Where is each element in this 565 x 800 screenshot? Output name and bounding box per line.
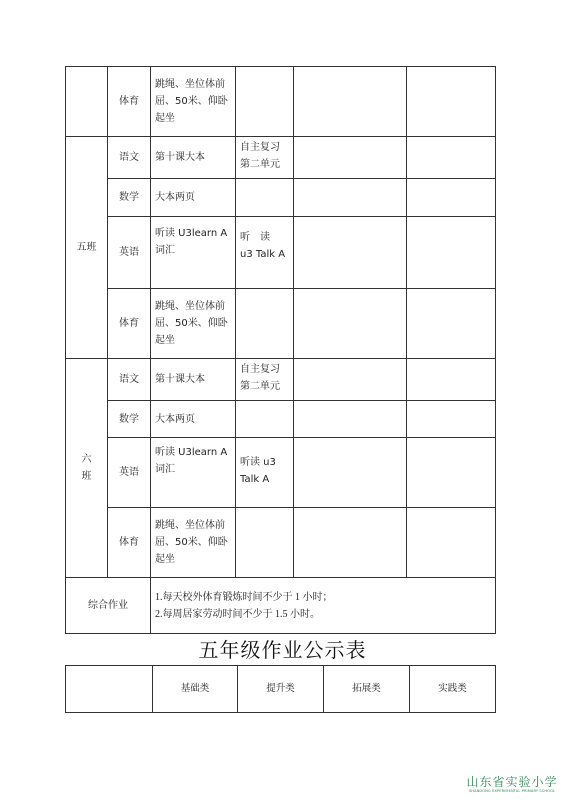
summary-content	[151, 578, 496, 634]
homework-empty-cell	[407, 359, 496, 401]
subject-cell: 体育	[108, 67, 151, 137]
homework-basic-cell: 第十课大本	[151, 137, 236, 179]
homework-empty-cell	[294, 137, 407, 179]
homework-basic-cell: 听读 U3learn A 词汇	[151, 217, 236, 289]
homework-extra-cell: 自主复习第二单元	[236, 359, 294, 401]
homework-empty-cell	[407, 401, 496, 438]
homework-extra-cell	[236, 289, 294, 359]
table-row	[66, 438, 496, 508]
school-logo	[464, 776, 560, 796]
homework-basic-cell: 跳绳、坐位体前屈、50米、仰卧起坐	[151, 67, 236, 137]
homework-empty-cell	[294, 359, 407, 401]
homework-empty-cell	[407, 179, 496, 217]
table-row	[66, 217, 496, 289]
summary-label: 综合作业	[66, 578, 151, 634]
homework-extra-cell	[236, 508, 294, 578]
header-cell: 基础类	[153, 666, 238, 713]
homework-empty-cell	[294, 508, 407, 578]
homework-extra-cell	[236, 401, 294, 438]
homework-table	[65, 66, 496, 634]
table-row	[66, 179, 496, 217]
homework-basic-cell: 跳绳、坐位体前屈、50米、仰卧起坐	[151, 508, 236, 578]
class-cell-6: 六 班	[66, 359, 108, 578]
header-cell: 提升类	[238, 666, 324, 713]
summary-row	[66, 578, 496, 634]
homework-empty-cell	[407, 137, 496, 179]
homework-empty-cell	[407, 508, 496, 578]
homework-empty-cell	[407, 217, 496, 289]
homework-empty-cell	[407, 67, 496, 137]
class-cell	[66, 67, 108, 137]
homework-empty-cell	[407, 289, 496, 359]
homework-extra-cell: 自主复习第二单元	[236, 137, 294, 179]
homework-extra-cell: 听 读 u3 Talk A	[236, 217, 294, 289]
grade5-table-title: 五年级作业公示表	[198, 638, 367, 662]
homework-extra-cell	[236, 179, 294, 217]
subject-cell: 数学	[108, 179, 151, 217]
homework-empty-cell	[294, 217, 407, 289]
table-row	[66, 401, 496, 438]
subject-cell: 语文	[108, 359, 151, 401]
homework-empty-cell	[407, 438, 496, 508]
header-row	[66, 666, 496, 713]
homework-basic-cell: 跳绳、坐位体前屈、50米、仰卧起坐	[151, 289, 236, 359]
subject-cell: 语文	[108, 137, 151, 179]
table-row	[66, 67, 496, 137]
header-cell: 拓展类	[324, 666, 410, 713]
homework-basic-cell: 大本两页	[151, 401, 236, 438]
subject-cell: 英语	[108, 217, 151, 289]
subject-cell: 英语	[108, 438, 151, 508]
homework-extra-cell: 听读 u3 Talk A	[236, 438, 294, 508]
subject-cell: 体育	[108, 289, 151, 359]
homework-basic-cell: 大本两页	[151, 179, 236, 217]
grade5-table	[65, 665, 496, 713]
homework-basic-cell: 第十课大本	[151, 359, 236, 401]
homework-extra-cell	[236, 67, 294, 137]
homework-basic-cell: 听读 U3learn A 词汇	[151, 438, 236, 508]
homework-empty-cell	[294, 438, 407, 508]
homework-empty-cell	[294, 179, 407, 217]
table-row	[66, 289, 496, 359]
table-row	[66, 137, 496, 179]
table-row	[66, 359, 496, 401]
homework-empty-cell	[294, 289, 407, 359]
summary-line-1: 1.每天校外体育锻炼时间不少于 1 小时；	[155, 591, 333, 603]
subject-cell: 数学	[108, 401, 151, 438]
homework-empty-cell	[294, 67, 407, 137]
table-row	[66, 508, 496, 578]
subject-cell: 体育	[108, 508, 151, 578]
school-logo-cn: 山东省实验小学	[466, 775, 558, 789]
header-cell: 实践类	[410, 666, 496, 713]
homework-empty-cell	[294, 401, 407, 438]
school-logo-en: SHANDONG EXPERIMENTAL PRIMARY SCHOOL	[468, 789, 556, 793]
summary-line-2: 2.每周居家劳动时间不少于 1.5 小时。	[155, 608, 320, 620]
class-cell-5: 五班	[66, 137, 108, 359]
header-cell	[66, 666, 153, 713]
